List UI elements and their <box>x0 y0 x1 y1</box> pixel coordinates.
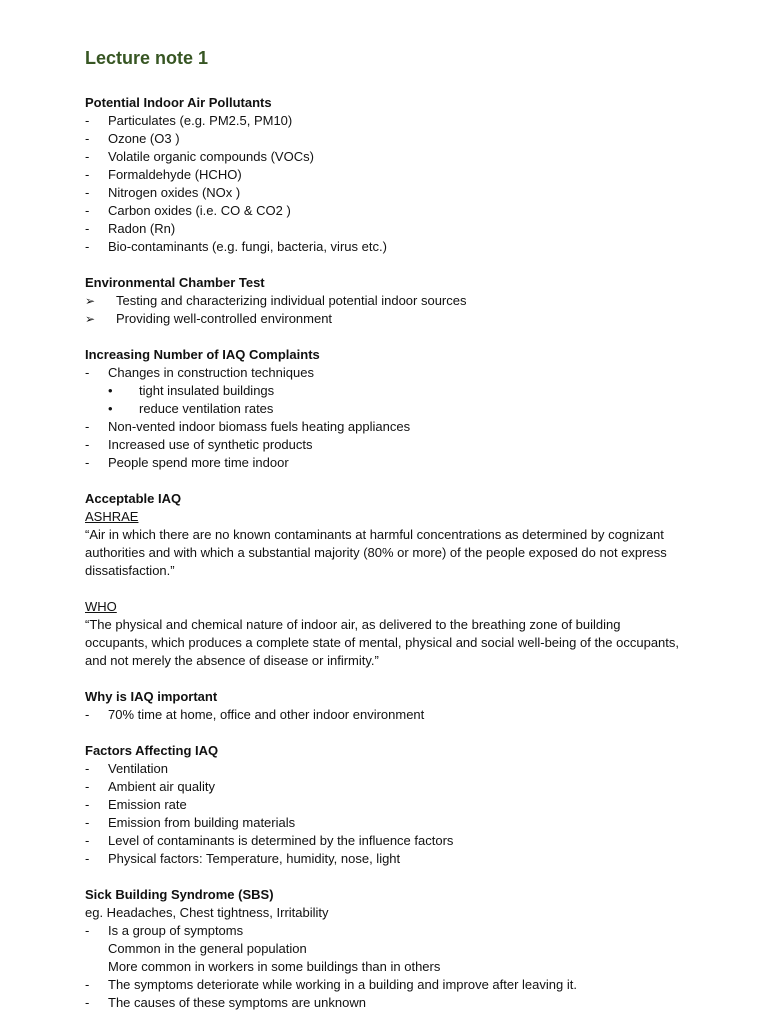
list-item <box>85 148 685 166</box>
list-item <box>85 994 685 1012</box>
section-heading: Acceptable IAQ <box>85 491 182 506</box>
list-item-text: Volatile organic compounds (VOCs) <box>108 149 314 164</box>
section-factors <box>85 742 685 868</box>
dash-marker: - <box>85 221 90 236</box>
list-item <box>85 220 685 238</box>
section-why-iaq <box>85 688 685 724</box>
list-item <box>85 310 685 328</box>
dash-marker: - <box>85 185 90 200</box>
dash-marker: - <box>85 815 90 830</box>
list-item <box>85 778 685 796</box>
list-item-text: 70% time at home, office and other indoor environment <box>108 707 425 722</box>
list-item <box>85 814 685 832</box>
list-item <box>85 832 685 850</box>
list-item-text: Emission from building materials <box>108 815 296 830</box>
sub-text: Common in the general population <box>108 941 307 956</box>
dash-marker: - <box>85 779 90 794</box>
section-chamber-test <box>85 274 685 328</box>
list-item-text: The causes of these symptoms are unknown <box>108 995 366 1010</box>
section-heading: Potential Indoor Air Pollutants <box>85 95 272 110</box>
dash-marker: - <box>85 995 90 1010</box>
sub-list-item <box>85 382 685 400</box>
who-quote: “The physical and chemical nature of indoor air, as delivered to the breathing zone of building occupants, which produces a complete state of mental, physical and social well-being of the occupants, and not merely the absence of disease or infirmity.” <box>85 617 680 668</box>
dash-marker: - <box>85 833 90 848</box>
list-item <box>85 238 685 256</box>
list-item-text: Nitrogen oxides (NOx ) <box>108 185 241 200</box>
list-item-text: Particulates (e.g. PM2.5, PM10) <box>108 113 293 128</box>
list-item-text: Changes in construction techniques <box>108 365 314 380</box>
section-heading: Increasing Number of IAQ Complaints <box>85 347 320 362</box>
list-item <box>85 436 685 454</box>
list-item-text: Level of contaminants is determined by the influence factors <box>108 833 454 848</box>
list-item <box>85 130 685 148</box>
dash-marker: - <box>85 977 90 992</box>
section-who-definition <box>85 598 685 670</box>
list-item <box>85 364 685 382</box>
section-heading: Why is IAQ important <box>85 689 218 704</box>
list-item <box>85 454 685 472</box>
list-item-text: Is a group of symptoms <box>108 923 244 938</box>
list-item-text: People spend more time indoor <box>108 455 289 470</box>
bullet-icon: • <box>108 383 113 398</box>
section-sbs <box>85 886 685 1012</box>
dash-marker: - <box>85 365 90 380</box>
page-title: Lecture note 1 <box>85 48 209 68</box>
dash-marker: - <box>85 131 90 146</box>
list-item <box>85 292 685 310</box>
ashrae-quote: “Air in which there are no known contaminants at harmful concentrations as determined by cognizant authorities and with which a substantial majority (80% or more) of the people exposed do not express dissatisfaction.” <box>85 527 667 578</box>
dash-marker: - <box>85 419 90 434</box>
list-item-text: The symptoms deteriorate while working in a building and improve after leaving it. <box>108 977 577 992</box>
arrow-bullet-icon: ➢ <box>85 294 96 308</box>
list-item <box>85 922 685 940</box>
dash-marker: - <box>85 851 90 866</box>
list-item <box>85 850 685 868</box>
list-item-text: reduce ventilation rates <box>139 401 274 416</box>
dash-marker: - <box>85 923 90 938</box>
list-item-text: Ambient air quality <box>108 779 215 794</box>
section-pollutants <box>85 94 685 256</box>
sub-text: More common in workers in some buildings than in others <box>108 959 441 974</box>
list-item <box>85 166 685 184</box>
list-item-text: Testing and characterizing individual potential indoor sources <box>116 293 467 308</box>
ashrae-label: ASHRAE <box>85 509 139 524</box>
bullet-icon: • <box>108 401 113 416</box>
dash-marker: - <box>85 203 90 218</box>
dash-marker: - <box>85 455 90 470</box>
sbs-intro: eg. Headaches, Chest tightness, Irritability <box>85 905 329 920</box>
list-item-text: Physical factors: Temperature, humidity, nose, light <box>108 851 401 866</box>
dash-marker: - <box>85 437 90 452</box>
arrow-bullet-icon: ➢ <box>85 312 96 326</box>
list-item-text: Ozone (O3 ) <box>108 131 180 146</box>
list-item-text: Providing well-controlled environment <box>116 311 333 326</box>
list-item-text: Emission rate <box>108 797 187 812</box>
dash-marker: - <box>85 167 90 182</box>
section-complaints <box>85 346 685 472</box>
list-item <box>85 184 685 202</box>
section-heading: Environmental Chamber Test <box>85 275 265 290</box>
list-item-text: tight insulated buildings <box>139 383 275 398</box>
list-item-text: Bio-contaminants (e.g. fungi, bacteria, virus etc.) <box>108 239 387 254</box>
list-item <box>85 418 685 436</box>
list-item <box>85 706 685 724</box>
section-heading: Factors Affecting IAQ <box>85 743 219 758</box>
list-item-text: Increased use of synthetic products <box>108 437 313 452</box>
document-page <box>85 44 685 1030</box>
dash-marker: - <box>85 149 90 164</box>
list-item-text: Non-vented indoor biomass fuels heating appliances <box>108 419 411 434</box>
list-item <box>85 976 685 994</box>
who-label: WHO <box>85 599 117 614</box>
sub-list-item <box>85 400 685 418</box>
list-item-text: Carbon oxides (i.e. CO & CO2 ) <box>108 203 291 218</box>
list-item <box>85 112 685 130</box>
dash-marker: - <box>85 797 90 812</box>
dash-marker: - <box>85 707 90 722</box>
list-item <box>85 796 685 814</box>
list-item-text: Radon (Rn) <box>108 221 176 236</box>
section-acceptable-iaq <box>85 490 685 580</box>
list-item <box>85 760 685 778</box>
section-heading: Sick Building Syndrome (SBS) <box>85 887 274 902</box>
list-item <box>85 202 685 220</box>
dash-marker: - <box>85 761 90 776</box>
list-item-text: Ventilation <box>108 761 168 776</box>
dash-marker: - <box>85 113 90 128</box>
dash-marker: - <box>85 239 90 254</box>
list-item-text: Formaldehyde (HCHO) <box>108 167 242 182</box>
